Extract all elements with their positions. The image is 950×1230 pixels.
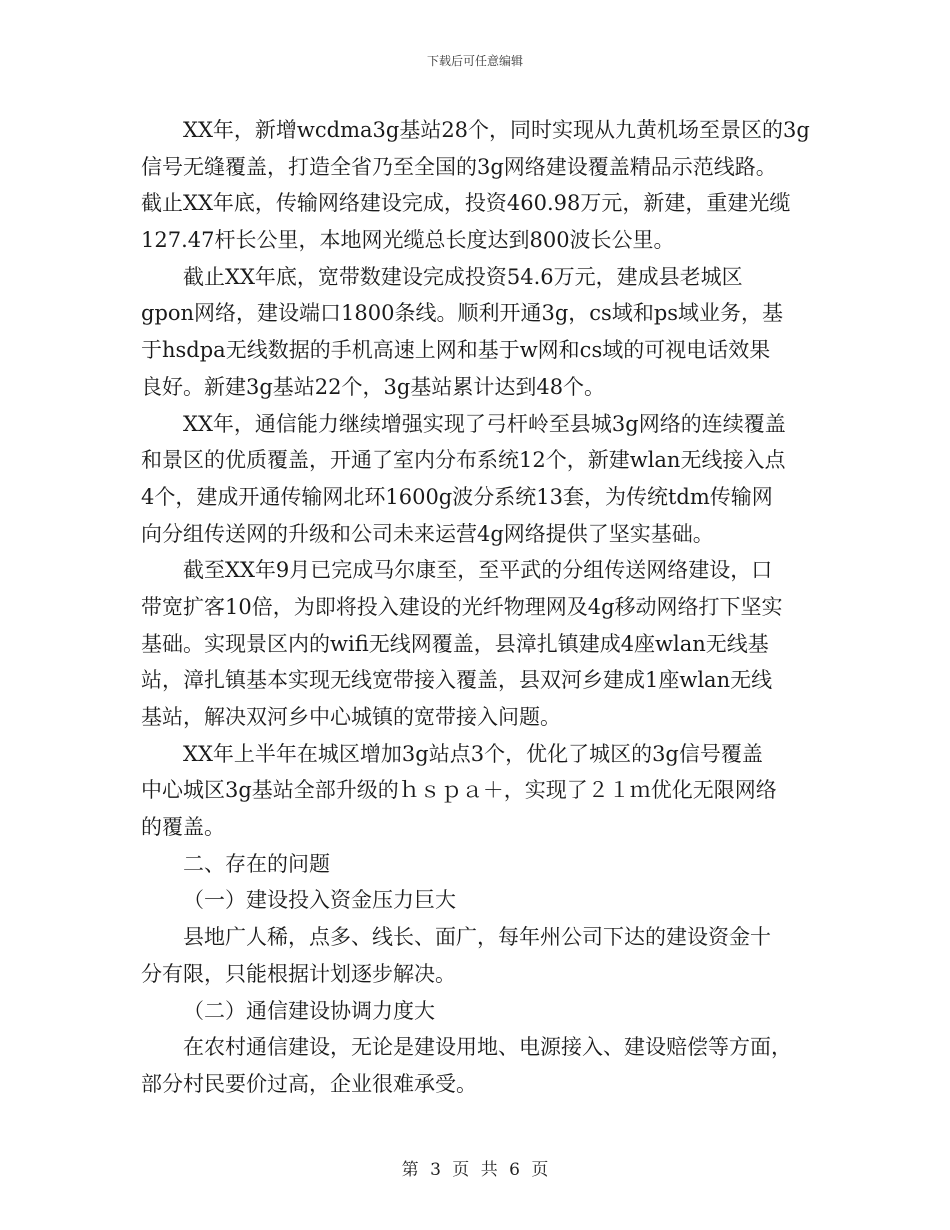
paragraph-line: 良好。新建3g基站22个，3g基站累计达到48个。: [141, 374, 606, 399]
paragraph-line: 基站，解决双河乡中心城镇的宽带接入问题。: [141, 705, 561, 729]
paragraph-line: 部分村民要价过高，企业很难承受。: [141, 1071, 477, 1096]
subsection-heading: （二）通信建设协调力度大: [183, 998, 435, 1023]
paragraph-line: 站，漳扎镇基本实现无线宽带接入覆盖，县双河乡建成1座wlan无线: [141, 668, 773, 693]
paragraph-line: XX年，新增wcdma3g基站28个，同时实现从九黄机场至景区的3g: [183, 118, 810, 142]
paragraph-line: 127.47杆长公里，本地网光缆总长度达到800波长公里。: [141, 228, 675, 253]
paragraph-line: gpon网络，建设端口1800条线。顺利开通3g，cs域和ps域业务，基: [141, 301, 784, 326]
document-body: [141, 112, 813, 1103]
subsection-heading: （一）建设投入资金压力巨大: [183, 888, 456, 913]
paragraph-line: 中心城区3g基站全部升级的ｈｓｐａ＋，实现了２１ｍ优化无限网络: [141, 778, 777, 803]
paragraph-line: 截止XX年底，宽带数建设完成投资54.6万元，建成县老城区: [183, 264, 743, 289]
paragraph-line: 4个，建成开通传输网北环1600g波分系统13套，为传统tdm传输网: [141, 484, 773, 509]
page-footer: 第 3 页 共 6 页: [401, 1160, 549, 1180]
paragraph-line: 信号无缝覆盖，打造全省乃至全国的3g网络建设覆盖精品示范线路。: [141, 154, 777, 179]
paragraph-line: 和景区的优质覆盖，开通了室内分布系统12个，新建wlan无线接入点: [141, 448, 786, 473]
paragraph-line: XX年上半年在城区增加3g站点3个，优化了城区的3g信号覆盖: [183, 741, 763, 766]
paragraph-line: 县地广人稀，点多、线长、面广，每年州公司下达的建设资金十: [183, 925, 771, 950]
paragraph-line: 向分组传送网的升级和公司未来运营4g网络提供了坚实基础。: [141, 521, 714, 546]
paragraph-line: 于hsdpa无线数据的手机高速上网和基于w网和cs域的可视电话效果: [141, 338, 771, 363]
paragraph-line: 基础。实现景区内的wifi无线网覆盖，县漳扎镇建成4座wlan无线基: [141, 631, 769, 656]
section-heading: 二、存在的问题: [183, 851, 330, 876]
paragraph-line: XX年，通信能力继续增强实现了弓杆岭至县城3g网络的连续覆盖: [183, 411, 786, 436]
page-header: 下载后可任意编辑: [426, 54, 523, 68]
paragraph-line: 带宽扩客10倍，为即将投入建设的光纤物理网及4g移动网络打下坚实: [141, 594, 783, 619]
paragraph-line: 的覆盖。: [141, 815, 225, 840]
paragraph-line: 分有限，只能根据计划逐步解决。: [141, 961, 456, 986]
paragraph-line: 截至XX年9月已完成马尔康至，至平武的分组传送网络建设，口: [183, 558, 773, 583]
paragraph-line: 在农村通信建设，无论是建设用地、电源接入、建设赔偿等方面，: [183, 1035, 792, 1060]
paragraph-line: 截止XX年底，传输网络建设完成，投资460.98万元，新建，重建光缆: [141, 191, 791, 216]
